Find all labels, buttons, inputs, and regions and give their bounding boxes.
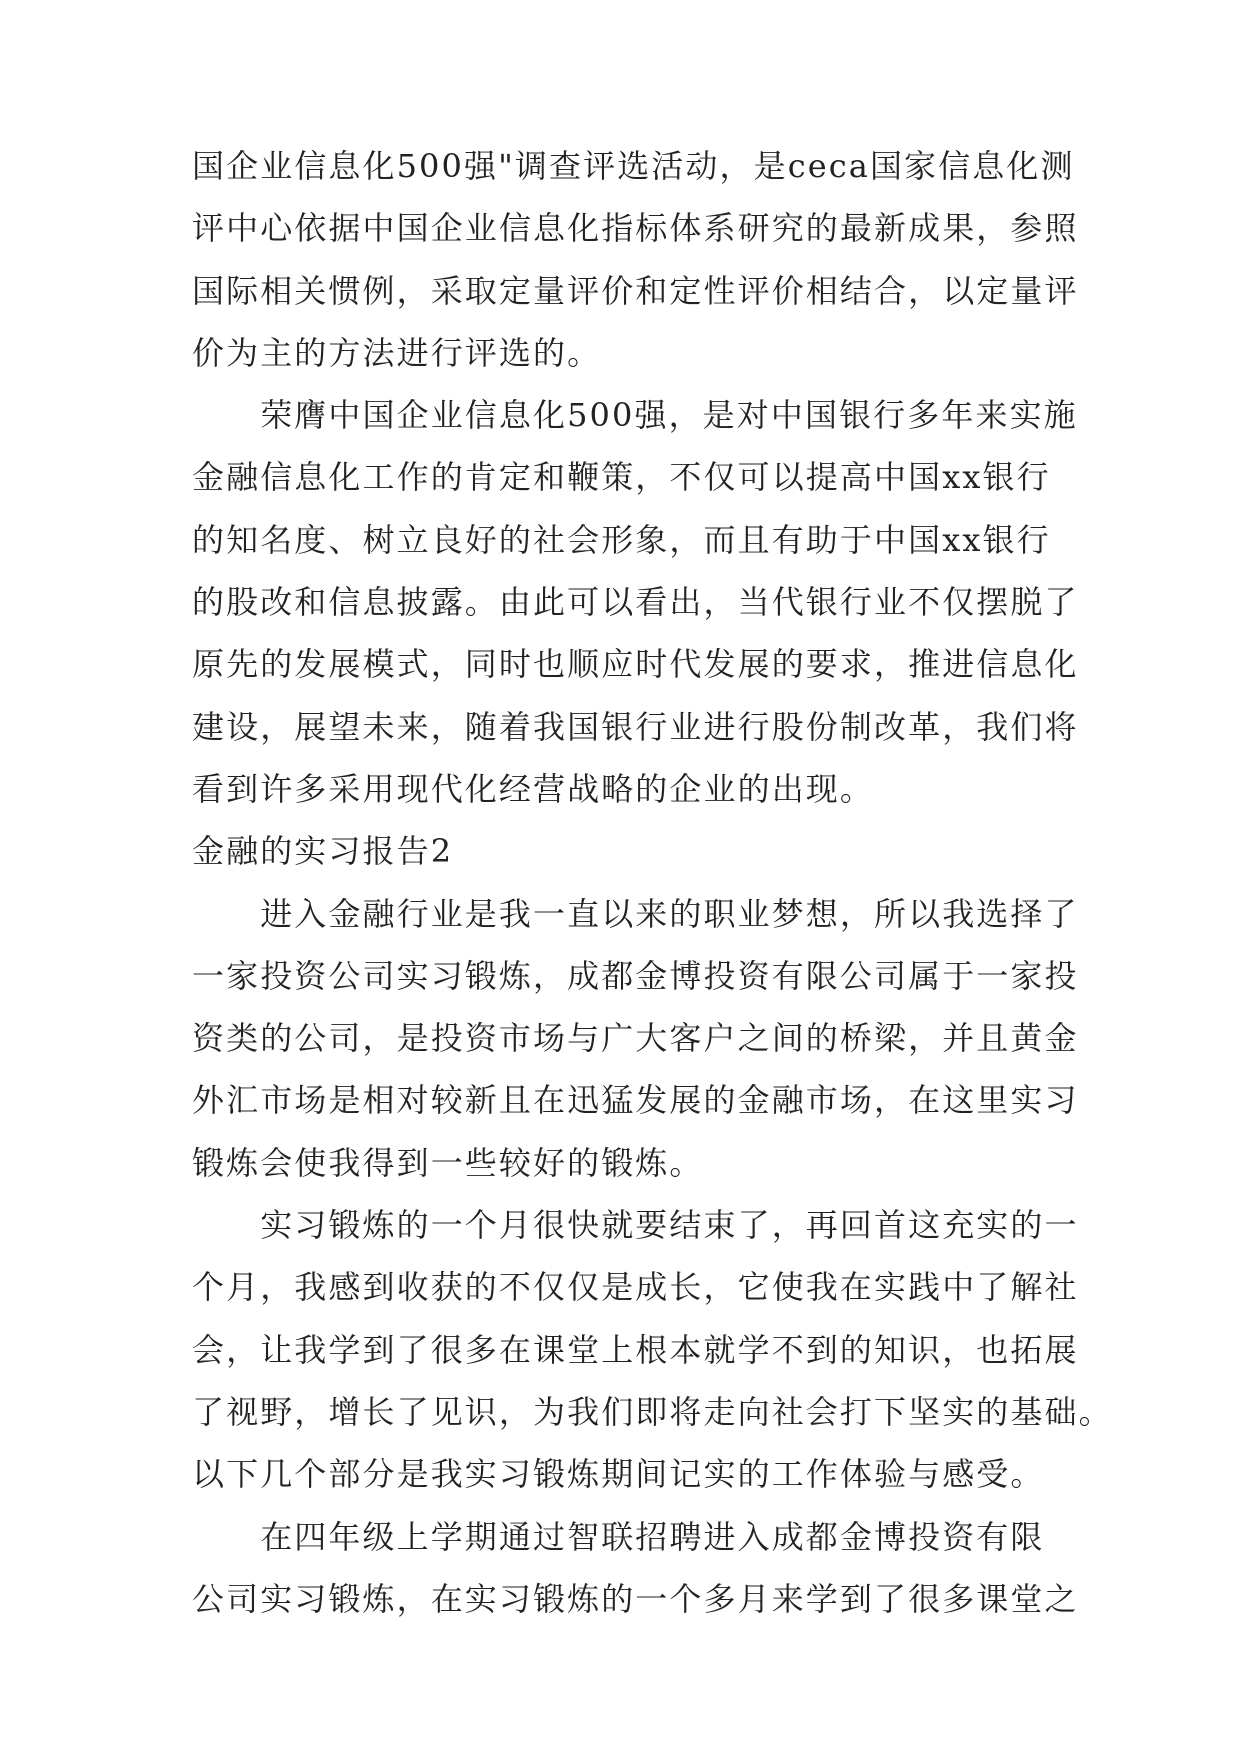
paragraph-2 [192,384,1079,820]
paragraph-1 [192,135,1079,384]
section-title: 金融的实习报告2 [192,832,454,871]
text-line: 金融信息化工作的肯定和鞭策，不仅可以提高中国xx银行 [192,458,1051,497]
text-line: 外汇市场是相对较新且在迅猛发展的金融市场，在这里实习 [192,1081,1079,1120]
text-line: 的知名度、树立良好的社会形象，而且有助于中国xx银行 [192,520,1051,559]
text-line: 一家投资公司实习锻炼，成都金博投资有限公司属于一家投 [192,956,1079,995]
text-line: 会，让我学到了很多在课堂上根本就学不到的知识，也拓展 [192,1330,1079,1369]
paragraph-4 [192,1194,1113,1505]
text-line: 个月，我感到收获的不仅仅是成长，它使我在实践中了解社 [192,1268,1079,1307]
text-line: 锻炼会使我得到一些较好的锻炼。 [192,1143,704,1182]
text-line: 建设，展望未来，随着我国银行业进行股份制改革，我们将 [192,707,1079,746]
text-line: 进入金融行业是我一直以来的职业梦想，所以我选择了 [192,894,1079,933]
text-line: 国企业信息化500强"调查评选活动，是ceca国家信息化测 [192,147,1075,185]
text-line: 看到许多采用现代化经营战略的企业的出现。 [192,769,875,808]
text-line: 的股改和信息披露。由此可以看出，当代银行业不仅摆脱了 [192,583,1079,622]
section-heading [192,820,1052,882]
paragraph-5 [192,1506,1079,1631]
text-line: 了视野，增长了见识，为我们即将走向社会打下坚实的基础。 [192,1392,1113,1431]
text-line: 价为主的方法进行评选的。 [192,333,602,372]
text-line: 在四年级上学期通过智联招聘进入成都金博投资有限 [192,1517,1045,1556]
document-body [192,135,1113,1630]
text-line: 荣膺中国企业信息化500强，是对中国银行多年来实施 [192,396,1078,435]
paragraph-3 [192,883,1079,1194]
text-line: 国际相关惯例，采取定量评价和定性评价相结合，以定量评 [192,271,1079,310]
text-line: 公司实习锻炼，在实习锻炼的一个多月来学到了很多课堂之 [192,1579,1079,1618]
text-line: 实习锻炼的一个月很快就要结束了，再回首这充实的一 [192,1206,1079,1245]
text-line: 原先的发展模式，同时也顺应时代发展的要求，推进信息化 [192,645,1079,684]
text-line: 资类的公司，是投资市场与广大客户之间的桥梁，并且黄金 [192,1019,1079,1058]
text-line: 评中心依据中国企业信息化指标体系研究的最新成果，参照 [192,209,1079,248]
text-line: 以下几个部分是我实习锻炼期间记实的工作体验与感受。 [192,1455,1045,1494]
